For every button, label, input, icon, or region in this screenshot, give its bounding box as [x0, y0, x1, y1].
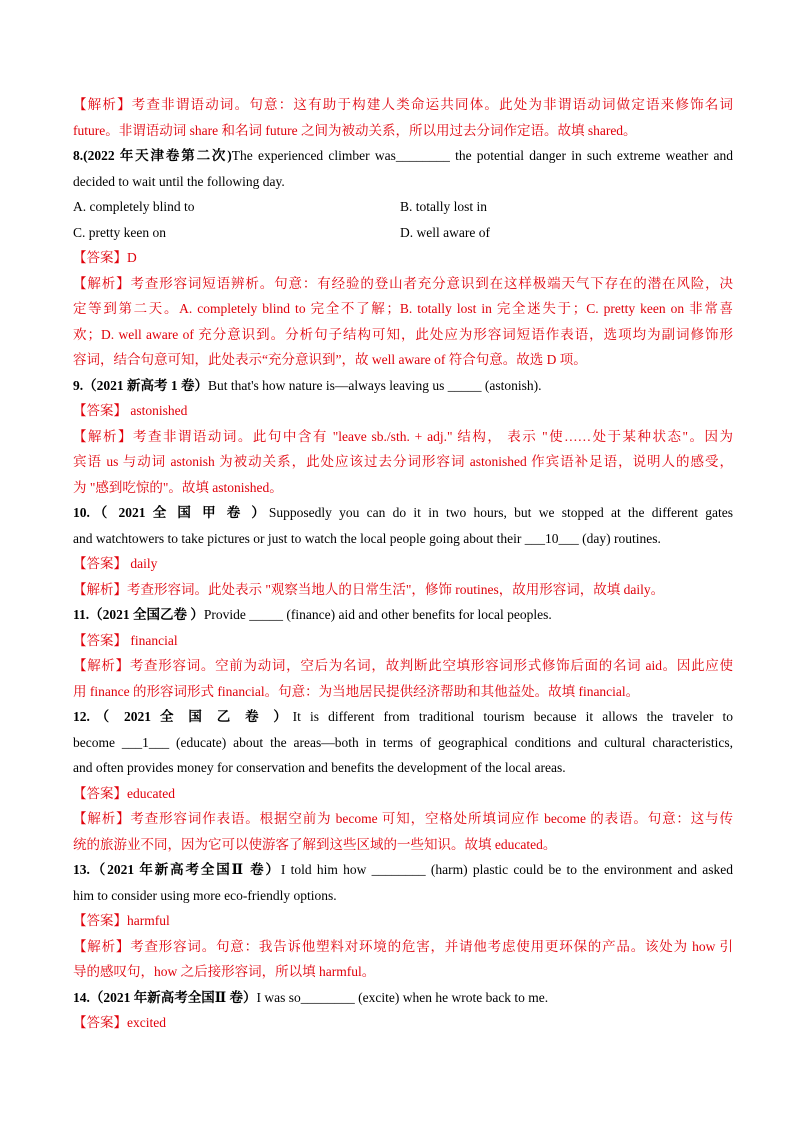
question-line [73, 143, 733, 169]
question-label: 9.（2021 新高考 1 卷） [73, 377, 208, 393]
question-text: But that's how nature is—always leaving us _____ (astonish). [208, 377, 542, 393]
question-line [73, 857, 733, 883]
question-text: Provide _____ (finance) aid and other benefits for local peoples. [203, 607, 552, 622]
question-text: Supposedly you can do it in two hours, but we stopped at the different gates [268, 505, 734, 520]
analysis-line: 【解析】考查非谓语动词。此句中含有 "leave sb./sth. + adj." 结构， 表示 "使……处于某种状态"。因为 [73, 428, 733, 444]
question-label: 14.（2021 年新高考全国Ⅱ 卷） [73, 989, 257, 1005]
question-label: 13.（2021 年新高考全国Ⅱ 卷） [73, 862, 281, 877]
question-line [73, 526, 733, 552]
analysis-line: 【解析】考查形容词。句意：我告诉他塑料对环境的危害，并请他考虑使用更环保的产品。该处为 how 引 [73, 938, 733, 954]
document-content [73, 92, 733, 1036]
option-choice: D. well aware of [400, 224, 490, 240]
answer-line: 【答案】D [73, 250, 137, 265]
question-line [73, 373, 733, 399]
answer-line: 【答案】 astonished [73, 403, 188, 418]
answer-line: 【答案】harmful [73, 913, 170, 928]
option-choice: B. totally lost in [400, 199, 488, 214]
question-label: 10.（ 2021 全 国 甲 卷 ） [73, 505, 269, 520]
answer-line: 【答案】 daily [73, 556, 158, 571]
analysis-line: 【解析】考查形容词。空前为动词，空后为名词，故判断此空填形容词形式修饰后面的名词 aid。因此应使 [73, 658, 733, 673]
option-choice: A. completely blind to [73, 199, 195, 214]
analysis-line: 定等到第二天。A. completely blind to 完全不了解；B. totally lost in 完全迷失于；C. pretty keen on 非常喜 [73, 301, 733, 316]
question-line [73, 704, 733, 730]
question-line [73, 755, 733, 781]
option-choice: C. pretty keen on [73, 224, 166, 240]
analysis-line: 用 finance 的形容词形式 financial。句意：为当地居民提供经济帮助和其他益处。故填 financial。 [73, 683, 640, 699]
question-text: and watchtowers to take pictures or just to watch the local people going about their ___10___ (day) routines. [73, 530, 661, 546]
question-line [73, 730, 733, 756]
question-label: 8.(2022 年天津卷第二次) [73, 148, 232, 163]
analysis-line: 【解析】考查形容词作表语。根据空前为 become 可知，空格处所填词应作 become 的表语。句意：这与传 [73, 811, 733, 826]
analysis-line: 导的感叹句，how 之后接形容词，所以填 harmful。 [73, 964, 376, 979]
question-line [73, 985, 733, 1011]
question-line [73, 602, 733, 628]
options-row [73, 194, 733, 220]
question-text: and often provides money for conservation and benefits the development of the local areas. [73, 760, 566, 775]
question-text: It is different from traditional tourism because it allows the traveler to [292, 709, 734, 724]
question-label: 12.（ 2021 全 国 乙 卷 ） [73, 709, 293, 724]
analysis-line: 【解析】考查形容词短语辨析。句意：有经验的登山者充分意识到在这样极端天气下存在的潜在风险，决 [73, 275, 733, 291]
question-text: The experienced climber was________ the potential danger in such extreme weather and [231, 148, 734, 163]
question-line [73, 500, 733, 526]
analysis-line: 统的旅游业不同，因为它可以使游客了解到这些区域的一些知识。故填 educated。 [73, 836, 557, 852]
analysis-line: 【解析】考查非谓语动词。句意：这有助于构建人类命运共同体。此处为非谓语动词做定语来修饰名词 [73, 97, 733, 112]
question-text: I told him how ________ (harm) plastic could be to the environment and asked [280, 862, 733, 877]
question-text: I was so________ (excite) when he wrote back to me. [256, 989, 549, 1005]
options-row [73, 220, 733, 246]
question-line [73, 883, 733, 909]
answer-line: 【答案】educated [73, 785, 175, 801]
analysis-line: 宾语 us 与动词 astonish 为被动关系，此处应该过去分词形容词 astonished 作宾语补足语，说明人的感受， [73, 454, 733, 469]
analysis-line: 欢；D. well aware of 充分意识到。分析句子结构可知，此处应为形容词短语作表语，选项均为副词修饰形 [73, 326, 733, 342]
answer-line: 【答案】excited [73, 1015, 166, 1030]
question-text: him to consider using more eco-friendly options. [73, 887, 337, 903]
question-text: become ___1___ (educate) about the areas—both in terms of geographical conditions and cultural characteristics, [73, 734, 733, 750]
question-label: 11.（2021 全国乙卷 ） [73, 607, 204, 622]
question-line [73, 169, 733, 195]
analysis-line: 为 "感到吃惊的"。故填 astonished。 [73, 479, 283, 495]
analysis-line: 容词，结合句意可知，此处表示“充分意识到”，故 well aware of 符合句意。故选 D 项。 [73, 352, 587, 367]
question-text: decided to wait until the following day. [73, 173, 285, 189]
analysis-line: 【解析】考查形容词。此处表示 "观察当地人的日常生活"，修饰 routines，故用形容词，故填 daily。 [73, 581, 665, 597]
answer-line: 【答案】 financial [73, 632, 178, 648]
analysis-line: future。非谓语动词 share 和名词 future 之间为被动关系，所以用过去分词作定语。故填 shared。 [73, 122, 637, 138]
